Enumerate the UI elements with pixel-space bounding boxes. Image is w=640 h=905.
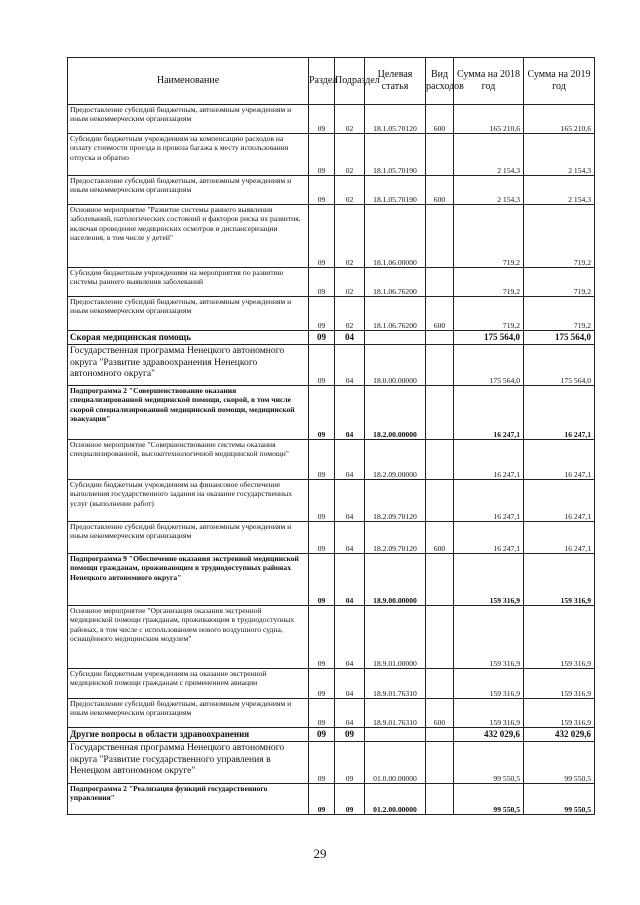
table-row bbox=[68, 176, 595, 205]
row-sum-2019: 719,2 bbox=[524, 205, 595, 268]
row-expense-type bbox=[426, 742, 454, 784]
row-expense-type bbox=[426, 386, 454, 440]
row-target-article: 18.1.06.76200 bbox=[365, 268, 426, 297]
row-sum-2019: 159 316,9 bbox=[524, 554, 595, 606]
row-sum-2019: 175 564,0 bbox=[524, 345, 595, 386]
row-expense-type bbox=[426, 728, 454, 742]
row-subsection: 04 bbox=[335, 440, 365, 480]
table-row bbox=[68, 554, 595, 606]
row-sum-2018: 16 247,1 bbox=[454, 440, 524, 480]
header-subsection: Подраздел bbox=[335, 58, 365, 105]
row-sum-2019: 99 550,5 bbox=[524, 784, 595, 815]
row-sum-2018: 16 247,1 bbox=[454, 480, 524, 522]
row-expense-type bbox=[426, 480, 454, 522]
row-expense-type bbox=[426, 554, 454, 606]
row-target-article: 18.1.05.70190 bbox=[365, 134, 426, 176]
row-expense-type bbox=[426, 669, 454, 699]
row-sum-2018: 99 550,5 bbox=[454, 784, 524, 815]
table-row bbox=[68, 134, 595, 176]
row-sum-2018: 175 564,0 bbox=[454, 345, 524, 386]
table-header-row bbox=[68, 58, 595, 105]
row-sum-2018: 99 550,5 bbox=[454, 742, 524, 784]
row-target-article bbox=[365, 331, 426, 345]
row-expense-type: 600 bbox=[426, 522, 454, 554]
row-subsection: 02 bbox=[335, 268, 365, 297]
row-section: 09 bbox=[309, 522, 335, 554]
row-sum-2019: 719,2 bbox=[524, 297, 595, 331]
row-name: Предоставление субсидий бюджетным, автономным учреждениям и иным некоммерческим организациям bbox=[68, 699, 309, 728]
row-name: Подпрограмма 2 "Совершенствование оказания специализированной медицинской помощи, скорой, в том числе скорой специализированной медицинской помощи, медицинской эвакуации" bbox=[68, 386, 309, 440]
row-sum-2019: 16 247,1 bbox=[524, 386, 595, 440]
row-name: Основное мероприятие "Организация оказания экстренной медицинской помощи гражданам, проживающим в труднодоступных районах, в том числе с использованием нового воздушного судна, оснащённого медицинским модулем" bbox=[68, 606, 309, 669]
row-target-article: 18.1.06.00000 bbox=[365, 205, 426, 268]
row-sum-2019: 2 154,3 bbox=[524, 176, 595, 205]
row-section: 09 bbox=[309, 134, 335, 176]
row-expense-type: 600 bbox=[426, 297, 454, 331]
row-name: Предоставление субсидий бюджетным, автономным учреждениям и иным некоммерческим организациям bbox=[68, 297, 309, 331]
row-section: 09 bbox=[309, 345, 335, 386]
table-row bbox=[68, 268, 595, 297]
row-target-article: 18.9.01.00000 bbox=[365, 606, 426, 669]
row-target-article: 18.2.09.70120 bbox=[365, 480, 426, 522]
row-expense-type bbox=[426, 268, 454, 297]
row-subsection: 02 bbox=[335, 205, 365, 268]
row-sum-2018: 16 247,1 bbox=[454, 386, 524, 440]
row-subsection: 09 bbox=[335, 742, 365, 784]
row-section: 09 bbox=[309, 386, 335, 440]
table-row bbox=[68, 297, 595, 331]
row-section: 09 bbox=[309, 205, 335, 268]
row-sum-2019: 16 247,1 bbox=[524, 440, 595, 480]
row-subsection: 09 bbox=[335, 784, 365, 815]
row-name: Предоставление субсидий бюджетным, автономным учреждениям и иным некоммерческим организациям bbox=[68, 522, 309, 554]
header-target-article: Целевая статья bbox=[365, 58, 426, 105]
row-sum-2018: 719,2 bbox=[454, 205, 524, 268]
header-name: Наименование bbox=[68, 58, 309, 105]
row-sum-2018: 165 210,6 bbox=[454, 105, 524, 134]
row-section: 09 bbox=[309, 176, 335, 205]
row-subsection: 04 bbox=[335, 480, 365, 522]
row-section: 09 bbox=[309, 554, 335, 606]
row-expense-type bbox=[426, 784, 454, 815]
row-sum-2018: 432 029,6 bbox=[454, 728, 524, 742]
row-subsection: 04 bbox=[335, 386, 365, 440]
row-sum-2018: 159 316,9 bbox=[454, 669, 524, 699]
row-sum-2018: 719,2 bbox=[454, 268, 524, 297]
table-row bbox=[68, 728, 595, 742]
row-name: Субсидии бюджетным учреждениям на оказание экстренной медицинской помощи гражданам с применением авиации bbox=[68, 669, 309, 699]
row-sum-2019: 16 247,1 bbox=[524, 522, 595, 554]
row-sum-2019: 719,2 bbox=[524, 268, 595, 297]
row-subsection: 04 bbox=[335, 331, 365, 345]
row-subsection: 04 bbox=[335, 345, 365, 386]
row-subsection: 04 bbox=[335, 554, 365, 606]
table-row bbox=[68, 440, 595, 480]
row-section: 09 bbox=[309, 297, 335, 331]
header-sum-2018: Сумма на 2018 год bbox=[454, 58, 524, 105]
row-target-article: 01.2.00.00000 bbox=[365, 784, 426, 815]
row-name: Скорая медицинская помощь bbox=[68, 331, 309, 345]
row-target-article: 18.2.09.00000 bbox=[365, 440, 426, 480]
row-subsection: 04 bbox=[335, 669, 365, 699]
table-row bbox=[68, 480, 595, 522]
row-name: Основное мероприятие "Развитие системы раннего выявления заболеваний, патологических состояний и факторов риска их развития, включая проведение медицинских осмотров и диспансеризации населения, в том числе у детей" bbox=[68, 205, 309, 268]
table-row bbox=[68, 522, 595, 554]
row-sum-2018: 159 316,9 bbox=[454, 699, 524, 728]
row-section: 09 bbox=[309, 606, 335, 669]
row-sum-2019: 159 316,9 bbox=[524, 669, 595, 699]
row-name: Подпрограмма 9 "Обеспечение оказания экстренной медицинской помощи гражданам, проживающим в труднодоступных районах Ненецкого автономного округа" bbox=[68, 554, 309, 606]
row-sum-2019: 16 247,1 bbox=[524, 480, 595, 522]
row-target-article: 18.2.09.70120 bbox=[365, 522, 426, 554]
row-target-article: 18.1.06.76200 bbox=[365, 297, 426, 331]
header-sum-2019: Сумма на 2019 год bbox=[524, 58, 595, 105]
row-sum-2018: 2 154,3 bbox=[454, 176, 524, 205]
row-name: Предоставление субсидий бюджетным, автономным учреждениям и иным некоммерческим организациям bbox=[68, 105, 309, 134]
row-expense-type bbox=[426, 345, 454, 386]
row-expense-type bbox=[426, 134, 454, 176]
row-subsection: 02 bbox=[335, 297, 365, 331]
row-name: Предоставление субсидий бюджетным, автономным учреждениям и иным некоммерческим организациям bbox=[68, 176, 309, 205]
table-row bbox=[68, 386, 595, 440]
table-row bbox=[68, 345, 595, 386]
row-subsection: 04 bbox=[335, 522, 365, 554]
row-expense-type: 600 bbox=[426, 699, 454, 728]
page-number: 29 bbox=[313, 846, 327, 861]
row-name: Субсидии бюджетным учреждениям на финансовое обеспечение выполнения государственного задания на оказание государственных услуг (выполнение работ) bbox=[68, 480, 309, 522]
row-expense-type bbox=[426, 606, 454, 669]
row-expense-type bbox=[426, 205, 454, 268]
row-sum-2018: 159 316,9 bbox=[454, 606, 524, 669]
row-subsection: 02 bbox=[335, 134, 365, 176]
row-expense-type: 600 bbox=[426, 105, 454, 134]
row-name: Подпрограмма 2 "Реализация функций государственного управления" bbox=[68, 784, 309, 815]
row-target-article: 18.2.00.00000 bbox=[365, 386, 426, 440]
row-section: 09 bbox=[309, 742, 335, 784]
row-target-article: 01.0.00.00000 bbox=[365, 742, 426, 784]
row-name: Основное мероприятие "Совершенствование системы оказания специализированной, высокотехнологичной медицинской помощи" bbox=[68, 440, 309, 480]
row-subsection: 04 bbox=[335, 699, 365, 728]
table-row bbox=[68, 669, 595, 699]
row-target-article: 18.9.01.76310 bbox=[365, 669, 426, 699]
table-row bbox=[68, 784, 595, 815]
row-target-article: 18.9.01.76310 bbox=[365, 699, 426, 728]
row-subsection: 02 bbox=[335, 105, 365, 134]
row-section: 09 bbox=[309, 331, 335, 345]
row-sum-2019: 159 316,9 bbox=[524, 606, 595, 669]
row-target-article: 18.1.05.70190 bbox=[365, 176, 426, 205]
row-sum-2019: 159 316,9 bbox=[524, 699, 595, 728]
row-sum-2018: 2 154,3 bbox=[454, 134, 524, 176]
table-row bbox=[68, 331, 595, 345]
budget-table bbox=[67, 57, 595, 815]
row-name: Субсидии бюджетным учреждениям на компенсацию расходов на оплату стоимости проезда и провоза багажа к месту использования отпуска и обратно bbox=[68, 134, 309, 176]
row-target-article bbox=[365, 728, 426, 742]
header-section: Раздел bbox=[309, 58, 335, 105]
row-name: Государственная программа Ненецкого автономного округа "Развитие здравоохранения Ненецкого автономного округа" bbox=[68, 345, 309, 386]
table-row bbox=[68, 606, 595, 669]
row-expense-type bbox=[426, 440, 454, 480]
row-name: Государственная программа Ненецкого автономного округа "Развитие государственного управления в Ненецком автономном округе" bbox=[68, 742, 309, 784]
header-expense-type: Вид расходов bbox=[426, 58, 454, 105]
row-sum-2019: 2 154,3 bbox=[524, 134, 595, 176]
row-sum-2018: 719,2 bbox=[454, 297, 524, 331]
row-sum-2018: 159 316,9 bbox=[454, 554, 524, 606]
row-sum-2019: 165 210,6 bbox=[524, 105, 595, 134]
table-row bbox=[68, 205, 595, 268]
row-name: Субсидия бюджетным учреждениям на мероприятия по развитию системы раннего выявления заболеваний bbox=[68, 268, 309, 297]
row-subsection: 04 bbox=[335, 606, 365, 669]
row-expense-type: 600 bbox=[426, 176, 454, 205]
table-row bbox=[68, 105, 595, 134]
row-section: 09 bbox=[309, 480, 335, 522]
row-section: 09 bbox=[309, 105, 335, 134]
row-sum-2019: 432 029,6 bbox=[524, 728, 595, 742]
row-section: 09 bbox=[309, 268, 335, 297]
row-section: 09 bbox=[309, 440, 335, 480]
row-subsection: 09 bbox=[335, 728, 365, 742]
table-row bbox=[68, 742, 595, 784]
row-sum-2018: 175 564,0 bbox=[454, 331, 524, 345]
row-section: 09 bbox=[309, 669, 335, 699]
row-sum-2019: 99 550,5 bbox=[524, 742, 595, 784]
row-target-article: 18.1.05.70120 bbox=[365, 105, 426, 134]
row-sum-2019: 175 564,0 bbox=[524, 331, 595, 345]
row-target-article: 18.9.00.00000 bbox=[365, 554, 426, 606]
row-subsection: 02 bbox=[335, 176, 365, 205]
row-sum-2018: 16 247,1 bbox=[454, 522, 524, 554]
row-target-article: 18.0.00.00000 bbox=[365, 345, 426, 386]
row-section: 09 bbox=[309, 784, 335, 815]
row-expense-type bbox=[426, 331, 454, 345]
row-section: 09 bbox=[309, 728, 335, 742]
row-name: Другие вопросы в области здравоохранения bbox=[68, 728, 309, 742]
table-row bbox=[68, 699, 595, 728]
row-section: 09 bbox=[309, 699, 335, 728]
